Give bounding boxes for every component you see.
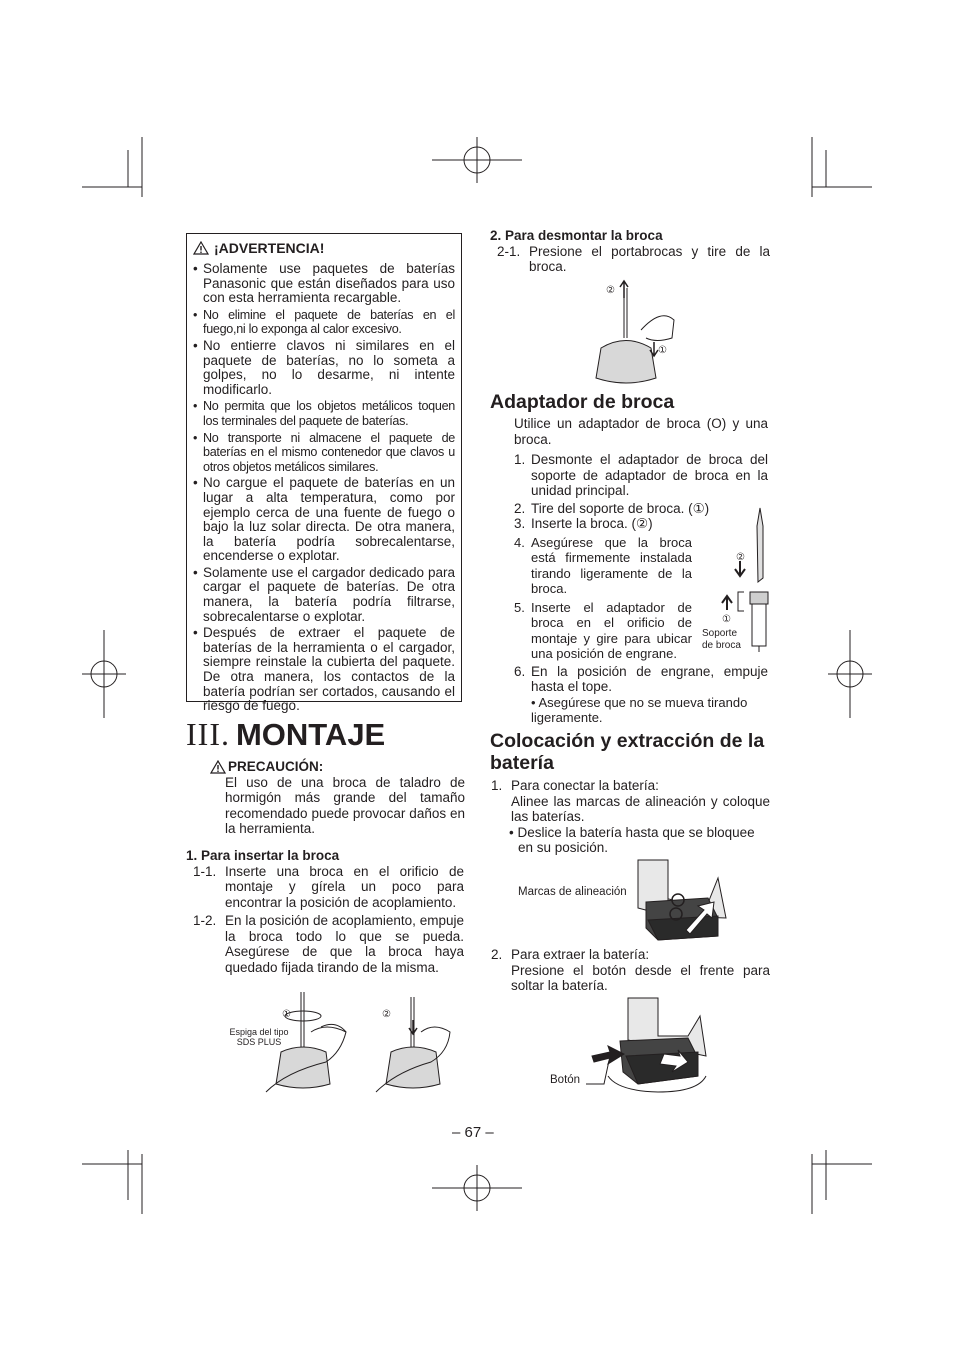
alignment-marks-label: Marcas de alineación <box>518 886 627 898</box>
remove-bit-figure <box>586 278 678 390</box>
battery-attach-illustration <box>518 858 730 944</box>
step-item: 3. Inserte la broca. (②) <box>514 516 653 531</box>
warning-triangle-icon <box>193 241 209 255</box>
insert-bit-section <box>186 848 464 975</box>
list-item: • No entierre clavos ni similares en el paquete de baterías, no lo someta a golpes, no lo desarme, ni intente modificarlo. <box>193 339 455 397</box>
battery-remove-figure <box>548 996 708 1096</box>
remove-bit-section <box>490 228 770 275</box>
step-item: 2. Para extraer la batería: <box>491 947 650 962</box>
battery-heading: Colocación y extracción de la batería <box>490 730 765 774</box>
mark-2: ② <box>382 1009 391 1020</box>
page-number: – 67 – <box>452 1124 494 1141</box>
mark-2: ② <box>606 285 615 296</box>
battery-remove <box>490 947 770 994</box>
battery-step2-detail: Presione el botón desde el frente para soltar la batería. <box>511 962 770 993</box>
step-item: 1. Desmonte el adaptador de broca del soporte de adaptador de broca en la unidad principal. <box>514 452 768 498</box>
list-item: • No elimine el paquete de baterías en el fuego,ni lo exponga al calor excesivo. <box>193 308 455 337</box>
sds-plus-label: Espiga del tipo SDS PLUS <box>229 1027 289 1047</box>
list-item: • No cargue el paquete de baterías en un lugar a alta temperatura, como por ejemplo cerca de una fuente de fuego o bajo la luz solar directa. De otra manera, la batería podría sobrecalentarse, encenderse o explotar. <box>193 476 455 564</box>
battery-attach-figure <box>518 858 730 944</box>
step-item: 1. Para conectar la batería: <box>491 778 659 793</box>
list-item: • Solamente use paquetes de baterías Panasonic que están diseñados para uso con esta herramienta recargable. <box>193 262 455 306</box>
mark-1: ① <box>658 345 667 356</box>
insert-bit-figure <box>226 992 452 1100</box>
remove-heading: 2. Para desmontar la broca <box>490 228 663 243</box>
insert-heading: 1. Para insertar la broca <box>186 848 340 863</box>
caution-text: El uso de una broca de taladro de hormigón más grande del tamaño recomendado puede provocar daños en la herramienta. <box>225 774 465 836</box>
warning-triangle-icon <box>210 760 226 774</box>
mark-1: ① <box>722 614 731 625</box>
step-item: 4. Asegúrese que la broca está firmemente instalada tirando ligeramente de la broca. <box>514 534 692 596</box>
list-item: • Solamente use el cargador dedicado para cargar el paquete de baterías. De otra manera, la batería podría filtrarse, sobrecalentarse o explotar. <box>193 566 455 624</box>
section-title <box>186 716 385 753</box>
caution-heading: PRECAUCIÓN: <box>210 759 465 775</box>
section-title-text: MONTAJE <box>235 717 386 752</box>
adapter-heading: Adaptador de broca <box>490 391 675 413</box>
list-item: • Después de extraer el paquete de baterías de la herramienta o el cargador, siempre reinstale la cubierta del paquete. De otra manera, los contactos de la batería podrían ser cortados, causando el riesgo de fuego. <box>193 626 455 714</box>
step-item: 1-1. Inserte una broca en el orificio de montaje y gírela un poco para encontrar la posición de acoplamiento. <box>193 863 464 910</box>
step-item: 5. Inserte el adaptador de broca en el orificio de montaje y gire para ubicar una posición de engrane. <box>514 599 692 661</box>
adapter-note: • Asegúrese que no se mueva tirando ligeramente. <box>531 694 748 725</box>
button-label: Botón <box>550 1074 581 1086</box>
adapter-figure <box>700 506 772 654</box>
list-item: • No transporte ni almacene el paquete de baterías en el mismo contenedor que clavos u otros objetos metálicos similares. <box>193 431 455 475</box>
mark-2: ② <box>736 552 745 563</box>
mark-1: ① <box>282 1009 291 1020</box>
caution-block <box>210 759 465 837</box>
step-item: 6. En la posición de engrane, empuje hasta el tope. <box>514 663 768 694</box>
step-item: 2. Tire del soporte de broca. (①) <box>514 500 710 516</box>
drill-chuck-illustration <box>586 278 678 390</box>
warning-list <box>193 262 455 714</box>
adapter-intro: Utilice un adaptador de broca (O) y una broca. <box>514 416 768 447</box>
step-item: 2-1. Presione el portabrocas y tire de la broca. <box>497 243 770 274</box>
section-roman-numeral: III. <box>186 716 230 752</box>
bit-holder-label: Soporte de broca <box>702 628 741 651</box>
warning-heading: ¡ADVERTENCIA! <box>193 240 455 256</box>
list-item: • No permita que los objetos metálicos toquen los terminales del paquete de baterías. <box>193 399 455 428</box>
battery-step1-note: • Deslice la batería hasta que se bloquee en su posición. <box>509 824 755 855</box>
battery-section <box>490 778 770 856</box>
warning-box <box>186 233 462 714</box>
step-item: 1-2. En la posición de acoplamiento, empuje la broca todo lo que se pueda. Asegúrese de que la broca haya quedado fijada tirando de la misma. <box>193 913 464 975</box>
battery-step1-detail: Alinee las marcas de alineación y coloque las baterías. <box>511 793 770 824</box>
